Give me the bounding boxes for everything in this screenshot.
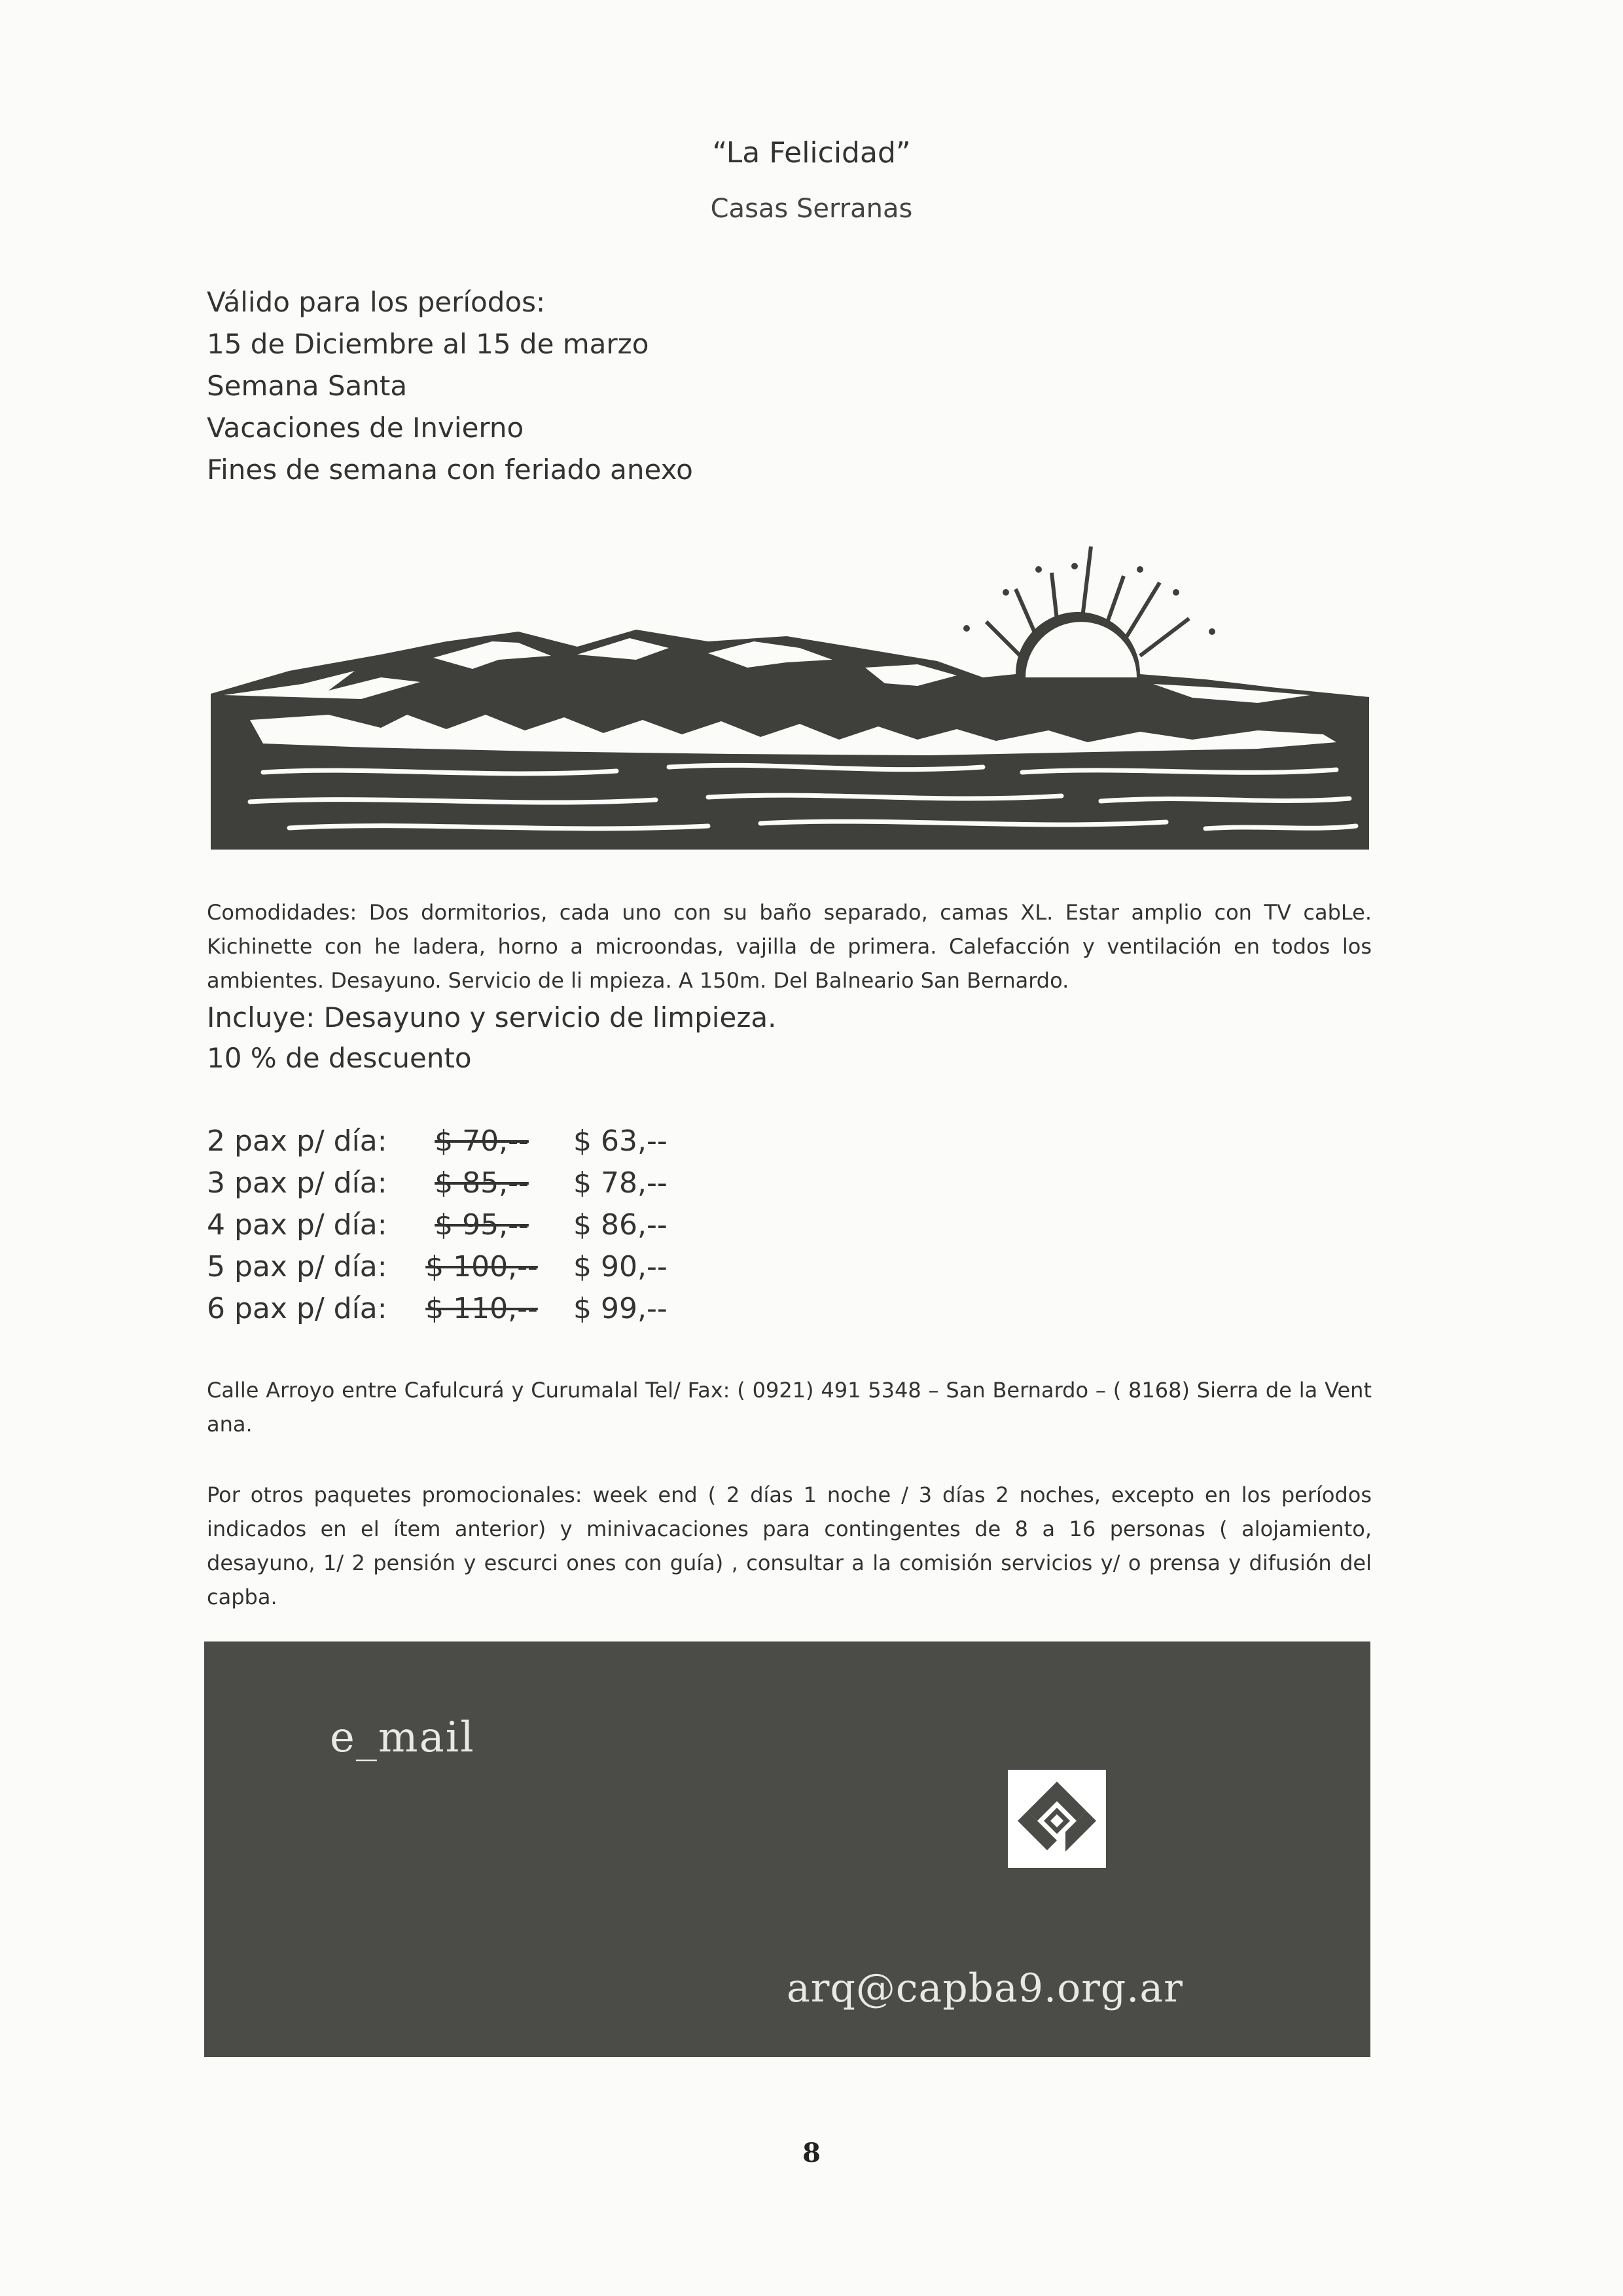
price-list xyxy=(207,1121,704,1330)
old-price: $ 110,-- xyxy=(425,1292,538,1325)
old-price: $ 85,-- xyxy=(435,1166,529,1200)
price-row xyxy=(207,1246,704,1288)
price-row xyxy=(207,1288,704,1330)
new-price: $ 99,-- xyxy=(573,1292,668,1325)
new-price: $ 86,-- xyxy=(573,1208,668,1242)
price-row xyxy=(207,1121,704,1162)
page-subtitle: Casas Serranas xyxy=(710,194,913,224)
price-row xyxy=(207,1204,704,1246)
price-label: 2 pax p/ día: xyxy=(207,1124,387,1158)
old-price: $ 100,-- xyxy=(425,1250,538,1283)
landscape-sunrise-illustration xyxy=(211,543,1369,850)
price-label: 5 pax p/ día: xyxy=(207,1250,387,1283)
period-item: Fines de semana con feriado anexo xyxy=(207,454,693,486)
price-row xyxy=(207,1162,704,1204)
amenities-text xyxy=(207,895,1372,997)
discount-text: 10 % de descuento xyxy=(207,1042,472,1074)
address-text: Calle Arroyo entre Cafulcurá y Curumalal Tel/ Fax: ( 0921) 491 5348 – San Bernardo – ( 8168) Sierra de la Vent ana. xyxy=(207,1378,1372,1437)
price-label: 3 pax p/ día: xyxy=(207,1166,387,1200)
period-item: Semana Santa xyxy=(207,370,408,402)
capba-logo-icon xyxy=(1008,1770,1106,1868)
includes-block xyxy=(207,997,776,1079)
price-table xyxy=(207,1121,704,1330)
periods-block xyxy=(207,281,693,491)
period-item: 15 de Diciembre al 15 de marzo xyxy=(207,328,649,360)
old-price: $ 95,-- xyxy=(435,1208,529,1242)
email-banner xyxy=(204,1641,1370,2057)
new-price: $ 63,-- xyxy=(573,1124,668,1158)
includes-text: Incluye: Desayuno y servicio de limpieza. xyxy=(207,1001,777,1033)
price-label: 4 pax p/ día: xyxy=(207,1208,387,1242)
capba-logo-graphic xyxy=(1008,1770,1106,1868)
page-title: “La Felicidad” xyxy=(712,136,911,170)
page-number: 8 xyxy=(802,2138,821,2168)
amenities-paragraph: Comodidades: Dos dormitorios, cada uno con su baño separado, camas XL. Estar amplio con TV cabLe. Kichinette con he ladera, horno a microondas, vajilla de primera. Calefacción y ventilación en todos los ambientes. Desayuno. Servicio de li mpieza. A 150m. Del Balneario San Bernardo. xyxy=(207,900,1372,993)
periods-intro: Válido para los períodos: xyxy=(207,286,546,318)
old-price: $ 70,-- xyxy=(435,1124,529,1158)
period-item: Vacaciones de Invierno xyxy=(207,412,524,444)
email-label: e_mail xyxy=(330,1713,475,1762)
new-price: $ 78,-- xyxy=(573,1166,668,1200)
new-price: $ 90,-- xyxy=(573,1250,668,1283)
email-address-link[interactable]: arq@capba9.org.ar xyxy=(787,1965,1183,2011)
promo-text: Por otros paquetes promocionales: week end ( 2 días 1 noche / 3 días 2 noches, excepto en los períodos indicados en el ítem anterior) y minivacaciones para contingentes de 8 a 16 personas ( alojamiento, desayuno, 1/ 2 pensión y escurci ones con guía) , consultar a la comisión servicios y/ o prensa y difusión del capba. xyxy=(207,1482,1372,1609)
price-label: 6 pax p/ día: xyxy=(207,1292,387,1325)
